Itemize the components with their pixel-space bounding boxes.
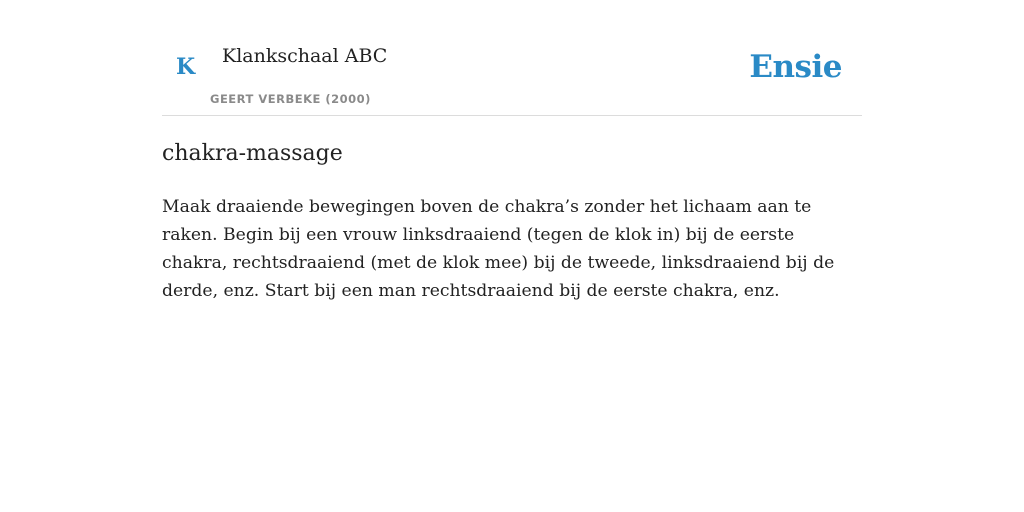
book-title-link[interactable]: Klankschaal ABC xyxy=(222,45,388,67)
page-container xyxy=(162,0,862,301)
entry-title: chakra-massage xyxy=(162,141,343,166)
book-initial-badge[interactable]: K xyxy=(176,54,196,80)
entry-definition: Maak draaiende bewegingen boven de chakra’s zonder het lichaam aan te raken. Begin bij een vrouw linksdraaiend (tegen de klok in) bij de eerste chakra, rechtsdraaiend (met de klok mee) bij de tweede, linksdraaiend bij de derde, enz. Start bij een man rechtsdraaiend bij de eerste chakra, enz. xyxy=(162,197,835,301)
author-line: GEERT VERBEKE (2000) xyxy=(210,92,371,106)
ensie-logo-link[interactable]: Ensie xyxy=(749,49,842,85)
source-header xyxy=(162,0,862,116)
